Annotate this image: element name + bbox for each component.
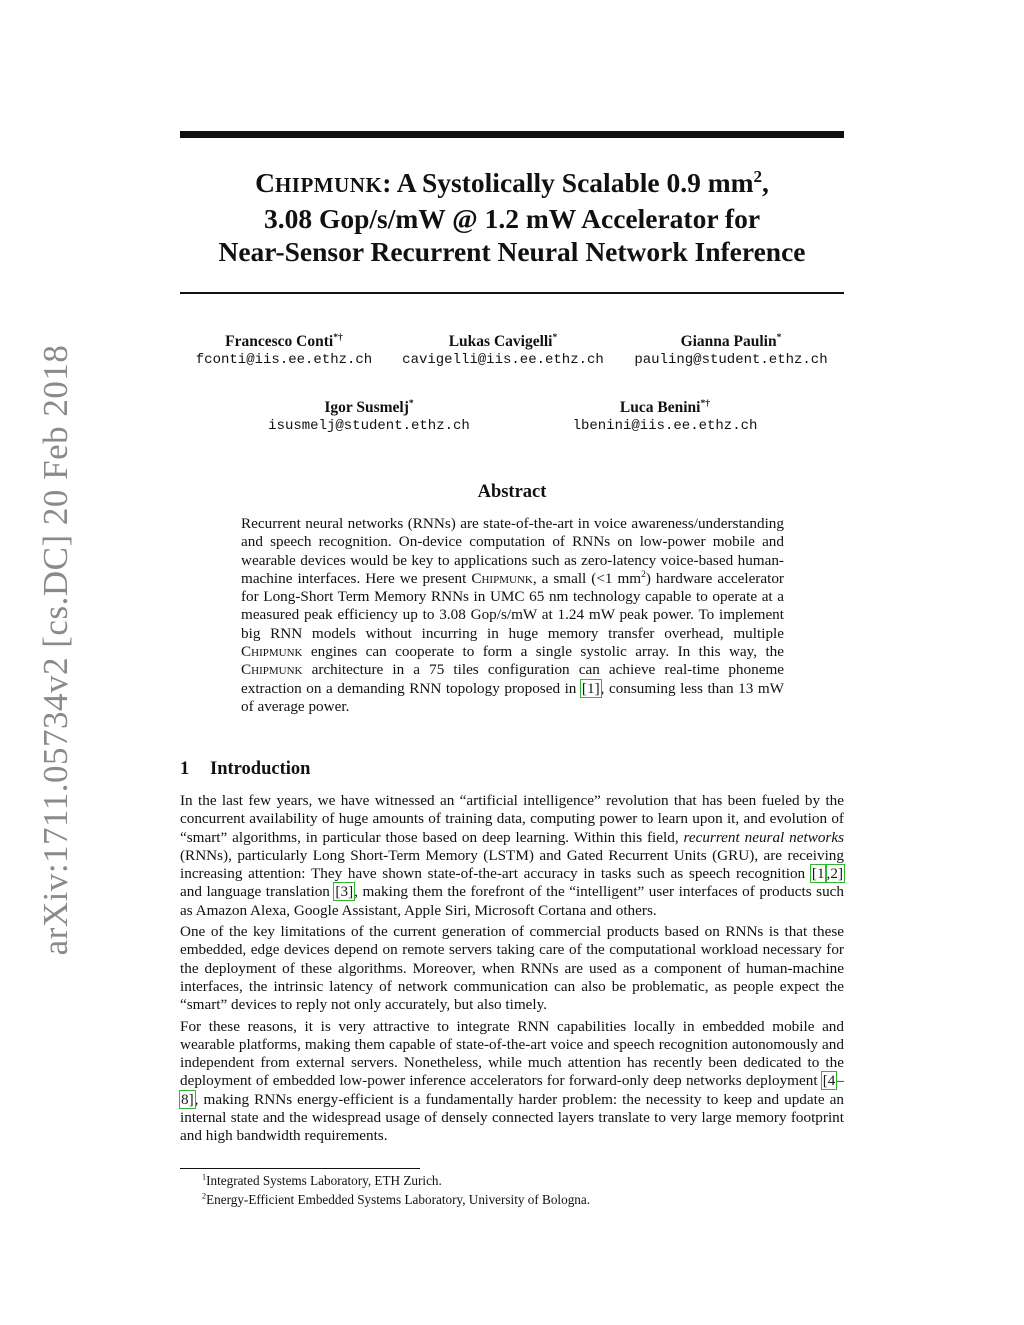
title-line-2: 3.08 Gop/s/mW @ 1.2 mW Accelerator for bbox=[263, 203, 761, 234]
emphasized-term: recurrent neural networks bbox=[683, 828, 844, 846]
author-affiliation-mark: *† bbox=[333, 331, 343, 343]
citation-link[interactable]: [3] bbox=[335, 883, 354, 901]
section-title: Introduction bbox=[210, 759, 311, 779]
author-affiliation-mark: * bbox=[408, 397, 414, 409]
title-line-1: CHIPMUNK: A Systolically Scalable 0.9 $mm^2$, bbox=[255, 166, 769, 198]
chipmunk-name: Chipmunk bbox=[471, 569, 533, 587]
section-number: 1 bbox=[180, 759, 190, 779]
chipmunk-name: Chipmunk bbox=[241, 643, 303, 661]
author-name: Igor Susmelj bbox=[324, 399, 409, 416]
author-email: isusmelj@student.ethz.ch bbox=[268, 418, 470, 434]
author-name: Lukas Cavigelli bbox=[448, 333, 553, 350]
section-heading bbox=[180, 759, 310, 780]
title-top-rule bbox=[180, 131, 844, 138]
footnote-mark: 2 bbox=[202, 1191, 207, 1201]
author-email: cavigelli@iis.ee.ethz.ch bbox=[402, 352, 604, 368]
paragraph: One of the key limitations of the current generation of commercial products based on RNNs is that these embedded, edge devices depend on remote servers taking care of the computational workload necessary for the deployment of these algorithms. Moreover, when RNNs are used as a component of human-machine interfaces, the intrinsic latency of network communication can also be problematic, as people expect the “smart” devices to reply not only accurately, but also timely. bbox=[180, 923, 844, 1014]
author-block bbox=[184, 333, 384, 370]
author-email: lbenini@iis.ee.ethz.ch bbox=[572, 418, 758, 434]
citation-link[interactable]: ,2] bbox=[826, 865, 843, 883]
abstract-text: Recurrent neural networks (RNNs) are state-of-the-art in voice awareness/understanding and speech recognition. On-device computation of RNNs on low-power mobile and wearable devices would be key to applications such as zero-latency voice-based human-machine interfaces. Here we present Chipmunk, a small (<1 $mm^2$) hardware accelerator for Long-Short Term Memory RNNs in UMC 65 nm technology capable to operate at a measured peak efficiency up to 3.08 Gop/s/mW at 1.24 mW peak power. To implement big RNN models without incurring in huge memory transfer overhead, multiple Chipmunk engines can cooperate to form a single systolic array. In this way, the Chipmunk architecture in a 75 tiles configuration can achieve real-time phoneme extraction on a demanding RNN topology proposed in [1], consuming less than 13 mW of average power. bbox=[241, 515, 784, 715]
paper-title bbox=[180, 166, 844, 268]
author-email: pauling@student.ethz.ch bbox=[634, 352, 828, 368]
author-name: Luca Benini bbox=[619, 399, 701, 416]
author-block bbox=[624, 333, 838, 370]
paragraph: For these reasons, it is very attractive to integrate RNN capabilities locally in embedded mobile and wearable platforms, making them capable of state-of-the-art voice and speech recognition autonomously and independent from external servers. Nonetheless, while much attention has recently been dedicated to the deployment of embedded low-power inference accelerators for forward-only deep networks deployment [4–8], making RNNs energy-efficient is a fundamentally harder problem: the necessity to keep and update an internal state and the widespread usage of densely connected layers translate to very large memory footprint and high bandwidth requirements. bbox=[180, 1017, 844, 1145]
title-line-3: Near-Sensor Recurrent Neural Network Inference bbox=[218, 236, 806, 267]
title-bottom-rule bbox=[180, 292, 844, 294]
author-affiliation-mark: *† bbox=[700, 397, 711, 409]
citation-link[interactable]: [1 bbox=[811, 865, 825, 883]
chipmunk-name: Chipmunk bbox=[241, 661, 303, 679]
author-block bbox=[259, 399, 479, 436]
author-email: fconti@iis.ee.ethz.ch bbox=[195, 352, 373, 368]
abstract-heading: Abstract bbox=[477, 482, 547, 502]
footnote-rule bbox=[180, 1168, 420, 1169]
paragraph: In the last few years, we have witnessed an “artificial intelligence” revolution that has been fueled by the concurrent availability of huge amounts of training data, computing power to learn upon it, and evolution of “smart” algorithms, in particular those based on deep learning. Within this field, recurrent neural networks (RNNs), particularly Long Short-Term Memory (LSTM) and Gated Recurrent Units (GRU), are receiving increasing attention: They have shown state-of-the-art accuracy in tasks such as speech recognition [1 ,2] and language translation [3], making them the forefront of the “intelligent” user interfaces of products such as Amazon Alexa, Google Assistant, Apple Siri, Microsoft Cortana and others. bbox=[180, 792, 844, 919]
footnote-mark: 1 bbox=[202, 1172, 207, 1182]
author-block bbox=[393, 333, 613, 370]
introduction-body bbox=[180, 792, 844, 1149]
author-affiliation-mark: * bbox=[552, 331, 558, 343]
author-name: Gianna Paulin bbox=[680, 333, 777, 350]
citation-link[interactable]: [1] bbox=[581, 679, 600, 697]
arxiv-identifier-stamp: arXiv:1711.05734v2 [cs.DC] 20 Feb 2018 bbox=[36, 344, 75, 956]
footnote: $^1$Integrated Systems Laboratory, ETH Zurich. bbox=[202, 1172, 442, 1188]
author-block bbox=[555, 399, 775, 436]
footnotes bbox=[202, 1172, 590, 1209]
author-name: Francesco Conti bbox=[225, 333, 334, 350]
citation-link[interactable]: [4 bbox=[822, 1072, 836, 1090]
footnote: $^2$Energy-Efficient Embedded Systems Laboratory, University of Bologna. bbox=[202, 1191, 591, 1207]
citation-link[interactable]: 8] bbox=[181, 1090, 194, 1108]
author-affiliation-mark: * bbox=[776, 331, 782, 343]
